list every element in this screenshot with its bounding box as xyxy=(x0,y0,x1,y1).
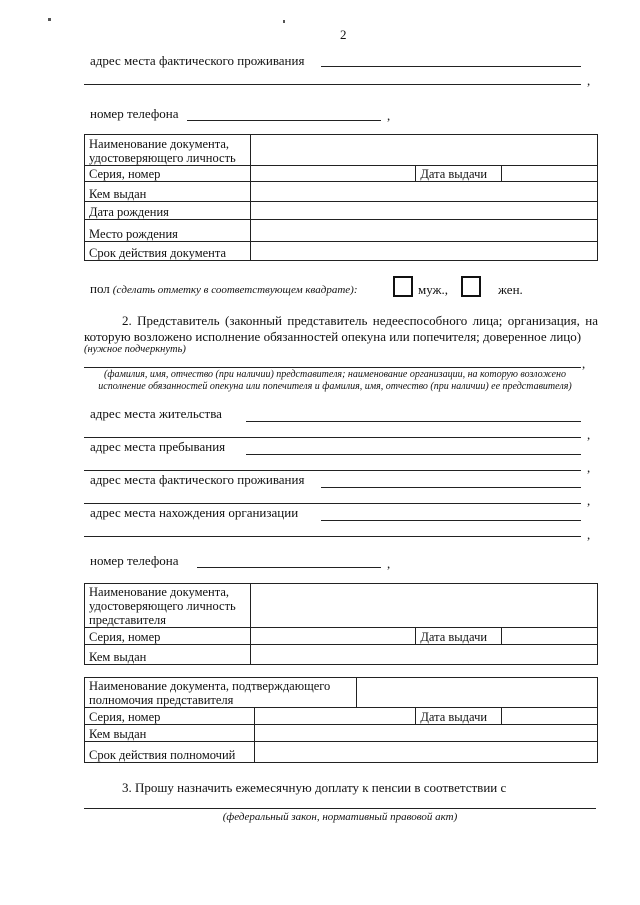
scan-mark xyxy=(283,20,285,23)
issue-date-label: Дата выдачи xyxy=(416,166,502,182)
female-label: жен. xyxy=(498,282,523,297)
actual-residence-line[interactable] xyxy=(321,66,581,67)
series-number-field[interactable] xyxy=(250,166,416,182)
comma: , xyxy=(587,460,591,475)
authority-validity-label: Срок действия полномочий xyxy=(85,742,255,763)
legal-act-line[interactable] xyxy=(84,808,596,809)
rep-issued-by-label: Кем выдан xyxy=(85,645,251,665)
rep-stay-line[interactable] xyxy=(246,454,581,455)
actual-residence-label: адрес места фактического проживания xyxy=(90,53,305,68)
validity-label: Срок действия документа xyxy=(85,242,251,261)
comma: , xyxy=(587,427,591,442)
authority-doc-name-field[interactable] xyxy=(356,678,597,708)
rep-issue-date-field[interactable] xyxy=(502,628,598,645)
representative-paragraph: 2. Представитель (законный представитель недееспособного лица; организация, на которую возложено исполнение обязанностей опекуна или попечителя; доверенное лицо) xyxy=(84,313,598,344)
scan-mark xyxy=(48,18,51,21)
authority-issued-by-label: Кем выдан xyxy=(85,725,255,742)
gender-label: пол xyxy=(90,281,110,296)
issued-by-field[interactable] xyxy=(250,182,597,202)
gender-instruction: (сделать отметку в соответствующем квадрате): xyxy=(112,284,358,296)
validity-field[interactable] xyxy=(250,242,597,261)
phone-line[interactable] xyxy=(187,120,381,121)
phone-label: номер телефона xyxy=(90,106,179,121)
female-checkbox[interactable] xyxy=(461,276,481,297)
page-number: 2 xyxy=(340,27,347,42)
rep-issued-by-field[interactable] xyxy=(250,645,597,665)
issued-by-label: Кем выдан xyxy=(85,182,251,202)
rep-residence-label: адрес места жительства xyxy=(90,406,222,421)
authority-table xyxy=(84,677,598,763)
rep-org-label: адрес места нахождения организации xyxy=(90,505,299,520)
birth-date-label: Дата рождения xyxy=(85,202,251,220)
doc-name-field[interactable] xyxy=(250,135,597,166)
rep-actual-line[interactable] xyxy=(321,487,581,488)
actual-residence-line-2[interactable] xyxy=(84,84,581,85)
male-label: муж., xyxy=(418,282,449,297)
comma: , xyxy=(387,108,391,123)
legal-act-caption: (федеральный закон, нормативный правовой акт) xyxy=(222,811,458,823)
authority-series-number-field[interactable] xyxy=(254,708,416,725)
rep-series-number-field[interactable] xyxy=(250,628,416,645)
birth-place-field[interactable] xyxy=(250,220,597,242)
representative-name-caption: (фамилия, имя, отчество (при наличии) представителя; наименование организации, на которую возложено исполнение обязанностей опекуна или попечителя и фамилия, имя, отчество (при наличии) ее представителя) xyxy=(98,369,572,392)
rep-phone-line[interactable] xyxy=(197,567,381,568)
rep-org-line-2[interactable] xyxy=(84,536,581,537)
comma: , xyxy=(387,556,391,571)
identity-table xyxy=(84,134,598,261)
series-number-label: Серия, номер xyxy=(85,166,251,182)
gender-row xyxy=(90,282,357,297)
rep-identity-table xyxy=(84,583,598,665)
rep-series-number-label: Серия, номер xyxy=(85,628,251,645)
rep-actual-line-2[interactable] xyxy=(84,503,581,504)
representative-name-line[interactable] xyxy=(84,367,581,368)
rep-actual-label: адрес места фактического проживания xyxy=(90,472,305,487)
rep-stay-line-2[interactable] xyxy=(84,470,581,471)
comma: , xyxy=(587,527,591,542)
rep-residence-line-2[interactable] xyxy=(84,437,581,438)
rep-doc-name-field[interactable] xyxy=(250,584,597,628)
doc-name-label: Наименование документа, удостоверяющего личность xyxy=(85,135,251,166)
rep-stay-label: адрес места пребывания xyxy=(90,439,226,454)
rep-issue-date-label: Дата выдачи xyxy=(416,628,502,645)
section3-text: 3. Прошу назначить ежемесячную доплату к пенсии в соответствии с xyxy=(122,780,507,795)
comma: , xyxy=(587,493,591,508)
authority-validity-field[interactable] xyxy=(254,742,597,763)
rep-residence-line[interactable] xyxy=(246,421,581,422)
underline-note: (нужное подчеркнуть) xyxy=(84,344,186,355)
authority-series-number-label: Серия, номер xyxy=(85,708,255,725)
comma: , xyxy=(582,356,586,371)
rep-doc-name-label: Наименование документа, удостоверяющего личность представителя xyxy=(85,584,251,628)
authority-issue-date-label: Дата выдачи xyxy=(416,708,502,725)
birth-date-field[interactable] xyxy=(250,202,597,220)
rep-org-line[interactable] xyxy=(321,520,581,521)
comma: , xyxy=(587,73,591,88)
male-checkbox[interactable] xyxy=(393,276,413,297)
authority-issued-by-field[interactable] xyxy=(254,725,597,742)
birth-place-label: Место рождения xyxy=(85,220,251,242)
authority-doc-name-label: Наименование документа, подтверждающего полномочия представителя xyxy=(85,678,357,708)
authority-issue-date-field[interactable] xyxy=(502,708,598,725)
rep-phone-label: номер телефона xyxy=(90,553,179,568)
issue-date-field[interactable] xyxy=(502,166,598,182)
